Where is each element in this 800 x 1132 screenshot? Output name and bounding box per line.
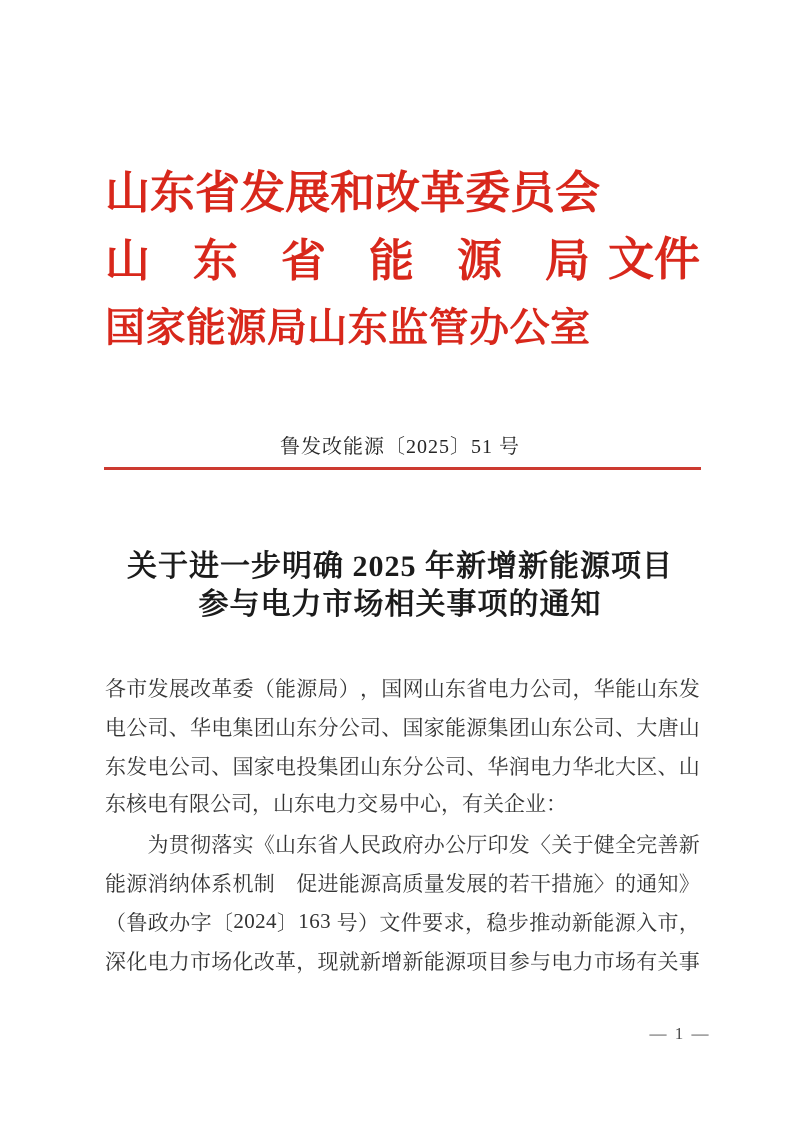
agency-names [105, 154, 601, 358]
agency-name-line-2: 山 东 省 能 源 局 [105, 235, 590, 286]
intro-paragraph [105, 824, 700, 980]
letterhead [105, 154, 700, 358]
red-separator-line [104, 467, 701, 470]
body-line: 各 市 发 展 改 革 委 （ 能 源 局 ） ， 国 网 山 东 省 电 力 公 司 ， 华 能 山 东 发 [105, 676, 700, 701]
agency-name-line-1: 山 东 省 发 展 和 改 革 委 员 会 [105, 167, 601, 218]
body-line: （ 鲁 政 办 字 〔 2 0 2 4 〕 1 6 3 号 ） 文 件 要 求 ， 稳 步 推 动 新 能 源 入 市 ， [105, 909, 700, 935]
document-title-line-1: 关于进一步明确 2025 年新增新能源项目 [127, 550, 673, 583]
body-line: 为 贯 彻 落 实 《 山 东 省 人 民 政 府 办 公 厅 印 发 〈 关 于 健 全 完 善 新 [147, 832, 700, 857]
document-title [0, 548, 800, 624]
doc-number: 鲁发改能源〔2025〕51 号 [280, 436, 520, 458]
agency-name-line-3: 国 家 能 源 局 山 东 监 管 办 公 室 [105, 304, 590, 350]
document-body [105, 668, 700, 980]
addressees-paragraph [105, 668, 700, 824]
document-title-line-2: 参与电力市场相关事项的通知 [198, 588, 602, 621]
body-line: 电 公 司 、 华 电 集 团 山 东 分 公 司 、 国 家 能 源 集 团 山 东 公 司 、 大 唐 山 [105, 715, 700, 740]
doc-type-label: 文 件 [608, 234, 700, 285]
body-line: 东核电有限公司，山东电力交易中心，有关企业： [105, 792, 567, 816]
page-number: — 1 — [649, 1024, 711, 1043]
body-line: 深 化 电 力 市 场 化 改 革 ， 现 就 新 增 新 能 源 项 目 参 与 电 力 市 场 有 关 事 [105, 949, 700, 974]
body-line: 东 发 电 公 司 、 国 家 电 投 集 团 山 东 分 公 司 、 华 润 电 力 华 北 大 区 、 山 [105, 754, 700, 779]
body-line: 能 源 消 纳 体 系 机 制 促 进 能 源 高 质 量 发 展 的 若 干 措 施 〉 的 通 知 》 [105, 871, 700, 896]
